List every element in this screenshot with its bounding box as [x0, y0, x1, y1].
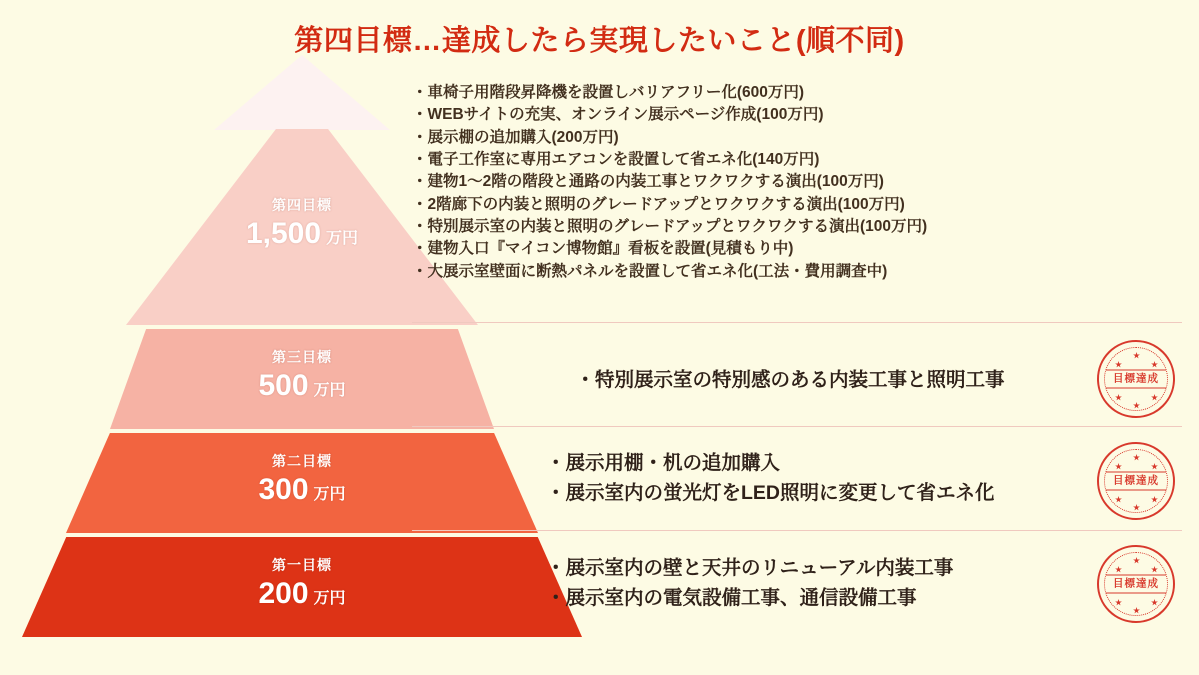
tier-goal3-amount-value: 500	[258, 369, 309, 402]
list-item: ・展示室内の蛍光灯をLED照明に変更して省エネ化	[546, 482, 995, 504]
goal2-item-list	[470, 440, 1186, 516]
tier-goal1-amount-unit: 万円	[313, 590, 346, 607]
list-item: ・建物入口『マイコン博物館』看板を設置(見積もり中)	[412, 240, 794, 258]
tier-goal2-amount-value: 300	[258, 473, 309, 506]
pyramid-tier-goal2-shape	[66, 433, 538, 533]
pyramid-apex	[214, 55, 390, 130]
tier-goal2-name: 第二目標	[272, 453, 332, 469]
list-item: ・2階廊下の内装と照明のグレードアップとワクワクする演出(100万円)	[412, 195, 905, 213]
list-item: ・車椅子用階段昇降機を設置しバリアフリー化(600万円)	[412, 84, 805, 101]
tier-goal4-amount-unit: 万円	[326, 230, 359, 247]
tier-goal4-name: 第四目標	[272, 197, 332, 213]
stamp-label: 目標達成	[1106, 575, 1166, 594]
tier-goal2-amount-unit: 万円	[313, 486, 346, 503]
pyramid-tier-goal3-shape	[110, 329, 494, 429]
divider	[412, 322, 1182, 323]
goal1-item-list	[470, 545, 1186, 621]
goal1-items	[546, 553, 1186, 613]
goal3-item-list	[470, 355, 1110, 405]
list-item: ・特別展示室の内装と照明のグレードアップとワクワクする演出(100万円)	[412, 217, 928, 235]
list-item: ・大展示室壁面に断熱パネルを設置して省エネ化(工法・費用調査中)	[412, 262, 888, 280]
achievement-stamp-icon	[1097, 545, 1175, 623]
list-item: ・展示棚の追加購入(200万円)	[412, 128, 619, 146]
tier-goal1-amount-value: 200	[258, 577, 309, 610]
divider	[412, 530, 1182, 531]
divider	[412, 426, 1182, 427]
tier-goal1-name: 第一目標	[272, 557, 332, 573]
achievement-stamp-icon	[1097, 340, 1175, 418]
list-item: ・展示室内の電気設備工事、通信設備工事	[546, 587, 917, 609]
achievement-stamp-icon	[1097, 442, 1175, 520]
stamp-label: 目標達成	[1106, 370, 1166, 389]
list-item: ・WEBサイトの充実、オンライン展示ページ作成(100万円)	[412, 106, 824, 124]
goal4-items	[412, 82, 1112, 283]
tier-goal4-amount-value: 1,500	[245, 217, 322, 250]
list-item: ・展示室内の壁と天井のリニューアル内装工事	[546, 556, 954, 579]
page-title: 第四目標…達成したら実現したいこと(順不同)	[294, 25, 905, 57]
stamp-label: 目標達成	[1106, 472, 1166, 491]
list-item: ・建物1〜2階の階段と通路の内装工事とワクワクする演出(100万円)	[412, 173, 884, 191]
goal4-item-list	[412, 82, 1112, 283]
goal3-items	[470, 365, 1110, 395]
goal2-items	[546, 448, 1186, 508]
tier-goal3-name: 第三目標	[272, 349, 332, 365]
list-item: ・特別展示室の特別感のある内装工事と照明工事	[575, 368, 1005, 391]
list-item: ・展示用棚・机の追加購入	[546, 451, 781, 474]
list-item: ・電子工作室に専用エアコンを設置して省エネ化(140万円)	[412, 150, 820, 168]
tier-goal3-amount-unit: 万円	[313, 382, 346, 399]
